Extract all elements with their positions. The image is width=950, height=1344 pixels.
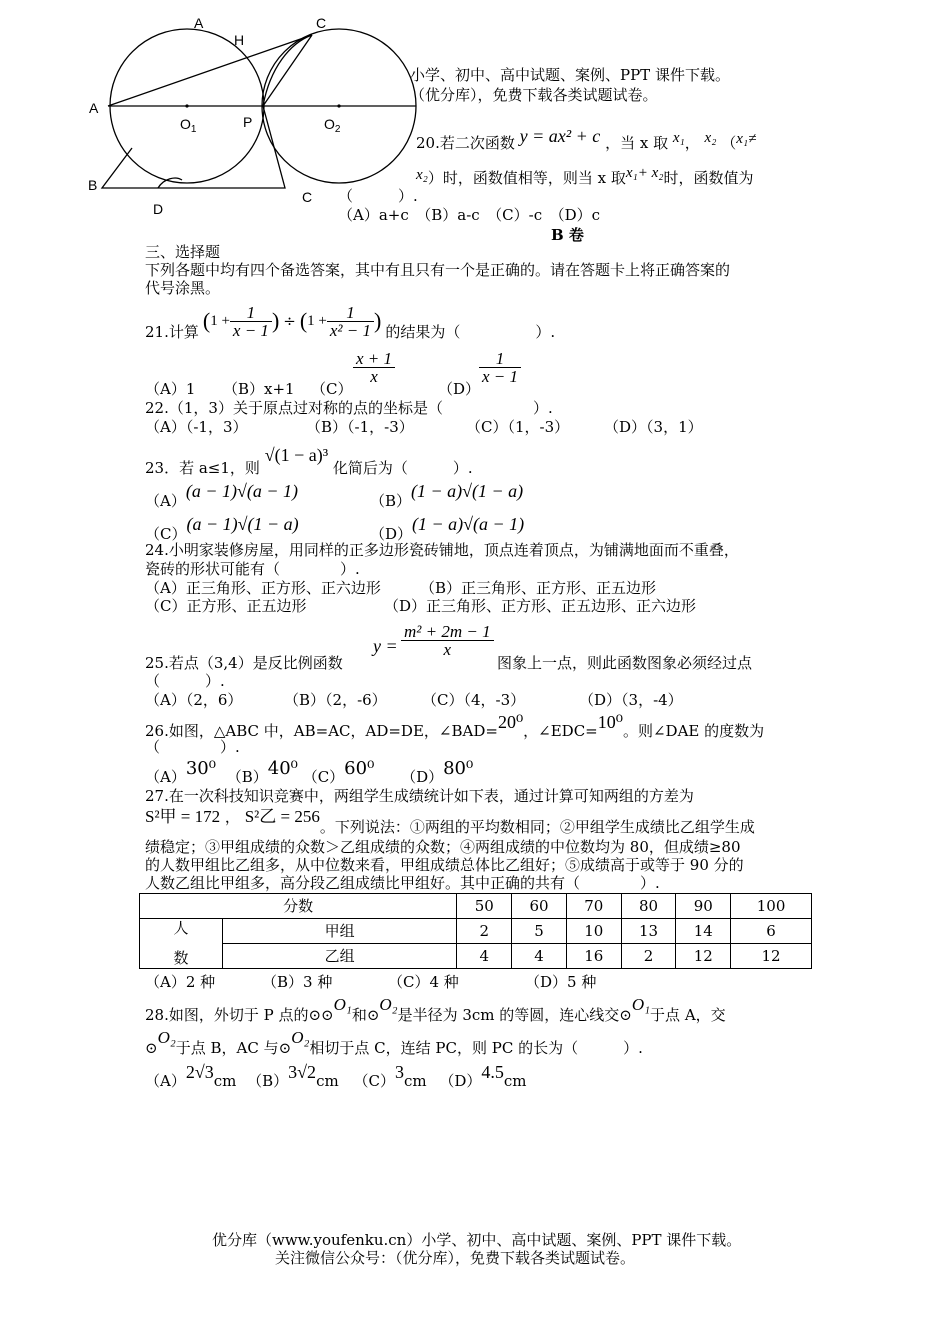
q25-opt-b: （B）（2，-6）	[284, 691, 387, 709]
section3-title: 三、选择题	[145, 243, 221, 261]
table-group-name: 甲组	[223, 919, 457, 944]
q24-line-2: 瓷砖的形状可能有（ ）.	[145, 560, 360, 578]
table-cell: 4	[512, 944, 567, 969]
q28-options: （A）2√3cm （B）3√2cm （C）3cm （D）4.5cm	[145, 1062, 527, 1090]
table-row	[140, 919, 812, 944]
footer-line-2: 关注微信公众号：（优分库），免费下载各类试题试卷。	[275, 1249, 636, 1267]
ad-line-2: （优分库），免费下载各类试题试卷。	[410, 86, 658, 104]
q27-line-2: S²甲 = 172 ， S²乙 = 256。下列说法：①两组的平均数相同；②甲组学生成绩比乙组学生成	[145, 807, 755, 836]
q27-opt-a: （A）2 种	[145, 973, 216, 991]
table-cell: 14	[676, 919, 731, 944]
section3-intro-2: 代号涂黑。	[145, 279, 221, 297]
q27-line-4: 的人数甲组比乙组多，从中位数来看，甲组成绩总体比乙组好；⑤成绩高于或等于 90 分的	[145, 856, 744, 874]
q25-question: 25.若点（3,4）是反比例函数 y = $\frac{\text{m² + 2m − 1}}{x}$ 图象上一点，则此函数图象必须经过点	[145, 622, 753, 672]
q27-opt-d: （D）5 种	[525, 973, 597, 991]
q23-question: 23．若 a≤1，则 √(1 − a)³ 化简后为（ ）.	[145, 445, 473, 477]
table-header-cell: 70	[566, 894, 621, 919]
label-o2: $O_2$	[324, 116, 341, 135]
table-cell: 6	[731, 919, 812, 944]
q23-opt-c: （C）(a − 1)√(1 − a)	[145, 514, 299, 543]
q27-opt-b: （B）3 种	[262, 973, 333, 991]
table-header-row	[140, 894, 812, 919]
table-group-name: 乙组	[223, 944, 457, 969]
q27-line-5: 人数乙组比甲组多，高分段乙组成绩比甲组好。其中正确的共有（ ）.	[145, 874, 660, 892]
q22-opt-d: （D）（3，1）	[604, 418, 703, 436]
table-row-label: 人 数	[140, 919, 223, 969]
q26-question: 26.如图，△ABC 中，AB=AC，AD=DE，∠BAD=20⁰，∠EDC=10⁰。则∠DAE 的度数为	[145, 712, 765, 740]
q22-opt-a: （A）（-1，3）	[145, 418, 248, 436]
q22-opt-c: （C）（1，-3）	[466, 418, 570, 436]
triangle-abc	[102, 106, 285, 188]
label-b: B	[88, 177, 98, 193]
q24-line-1: 24.小明家装修房屋，用同样的正多边形瓷砖铺地，顶点连着顶点，为铺满地面而不重叠，	[145, 541, 739, 559]
table-cell: 13	[621, 919, 676, 944]
q27-opt-c: （C）4 种	[388, 973, 459, 991]
q24-opt-a: （A）正三角形、正方形、正六边形	[145, 579, 381, 597]
q22-question: 22.（1，3）关于原点过对称的点的坐标是（ ）.	[145, 399, 553, 417]
table-cell: 16	[566, 944, 621, 969]
table-cell: 2	[457, 919, 512, 944]
table-header-cell: 90	[676, 894, 731, 919]
table-cell: 4	[457, 944, 512, 969]
q25-opt-d: （D）（3，-4）	[579, 691, 683, 709]
table-cell: 5	[512, 919, 567, 944]
q26-options: （A）30⁰ （B）40⁰ （C）60⁰ （D）80⁰	[145, 758, 474, 786]
q28-line-2: ⊙O₂于点 B，AC 与⊙O₂相切于点 C，连结 PC，则 PC 的长为（ ）.	[145, 1028, 643, 1057]
q23-opt-b: （B）(1 − a)√(1 − a)	[370, 481, 524, 510]
q23-opt-d: （D）(1 − a)√(a − 1)	[370, 514, 525, 543]
label-o1: $O_1$	[180, 116, 197, 135]
label-c-top: C	[316, 15, 327, 31]
table-header-cell: 60	[512, 894, 567, 919]
q25-opt-a: （A）（2，6）	[145, 691, 243, 709]
q25-opt-c: （C）（4，-3）	[422, 691, 526, 709]
q20-blank: （ ）.	[338, 187, 418, 205]
section3-intro-1: 下列各题中均有四个备选答案，其中有且只有一个是正确的。请在答题卡上将正确答案的	[145, 261, 731, 279]
table-header-label: 分数	[140, 894, 457, 919]
ad-line-1: 小学、初中、高中试题、案例、PPT 课件下载。	[410, 66, 730, 84]
q24-opt-c: （C）正方形、正五边形	[145, 597, 307, 615]
table-cell: 2	[621, 944, 676, 969]
q22-opt-b: （B）（-1，-3）	[306, 418, 414, 436]
q28-line-1: 28.如图，外切于 P 点的⊙⊙O₁和⊙O₂是半径为 3cm 的等圆，连心线交⊙O₁于点 A，交	[145, 995, 726, 1024]
q24-opt-d: （D）正三角形、正方形、正五边形、正六边形	[384, 597, 697, 615]
q23-opt-a: （A）(a − 1)√(a − 1)	[145, 481, 298, 510]
table-cell: 12	[676, 944, 731, 969]
section-b-title: B 卷	[551, 226, 584, 244]
label-a-top: A	[194, 15, 204, 31]
q27-line-3: 绩稳定；③甲组成绩的众数＞乙组成绩的众数；④两组成绩的中位数均为 80，但成绩≥80	[145, 838, 741, 856]
table-header-cell: 50	[457, 894, 512, 919]
label-d: D	[153, 201, 164, 217]
score-table	[139, 893, 812, 969]
footer-line-1: 优分库（www.youfenku.cn）小学、初中、高中试题、案例、PPT 课件下载。	[212, 1231, 742, 1249]
label-p: P	[243, 114, 253, 130]
table-row	[140, 944, 812, 969]
q20-options: （A）a+c （B）a-c （C）-c （D）c	[338, 206, 601, 224]
q20-formula: y = ax² + c	[519, 126, 601, 146]
q25-blank: （ ）.	[145, 672, 225, 690]
label-h: H	[234, 32, 245, 48]
q27-line-1: 27.在一次科技知识竞赛中，两组学生成绩统计如下表，通过计算可知两组的方差为	[145, 787, 694, 805]
table-cell: 12	[731, 944, 812, 969]
label-a-left: A	[89, 100, 99, 116]
q20-line-1: 20.若二次函数 y = ax² + c ，当 x 取 x₁， x₂ （x₁≠	[416, 126, 757, 152]
table-cell: 10	[566, 919, 621, 944]
table-header-cell: 80	[621, 894, 676, 919]
q26-blank: （ ）.	[145, 738, 240, 756]
q20-line-2: x₂）时，函数值相等，则当 x 取x₁+ x₂时，函数值为	[416, 165, 754, 187]
label-c-bottom: C	[302, 189, 313, 205]
table-header-cell: 100	[731, 894, 812, 919]
q24-opt-b: （B）正三角形、正方形、正五边形	[420, 579, 657, 597]
q21-line: 21.计算 ( 1 + $\frac{1}{x - 1}$ ) ÷ ( 1 + $\frac{1}{\text{x² − 1}}$ ) 的结果为（ ）.	[145, 302, 556, 341]
